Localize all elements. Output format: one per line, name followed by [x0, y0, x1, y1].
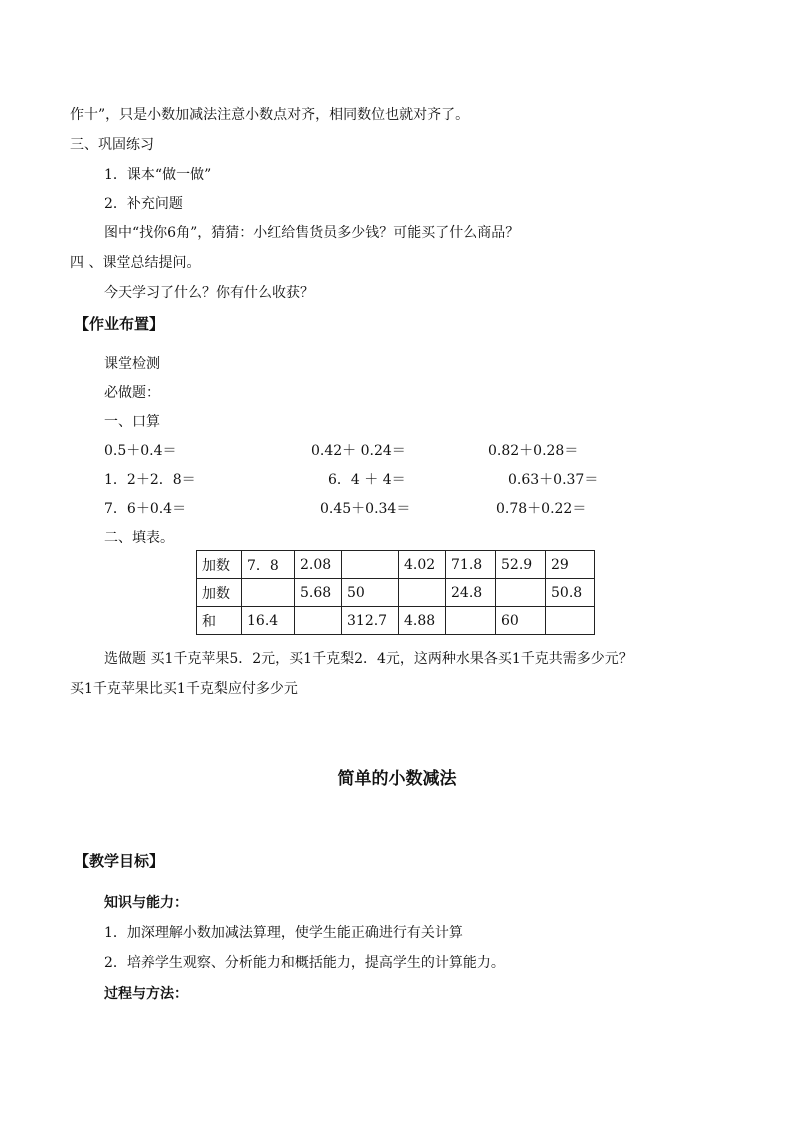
oral-item: 0.63＋0.37＝ [508, 472, 599, 488]
table-cell: 加数 [197, 551, 242, 579]
oral-item: 0.5＋0.4＝ [104, 443, 177, 459]
table-cell: 50.8 [546, 579, 595, 607]
table-cell [546, 607, 595, 635]
oral-item: 6．4 ＋ 4＝ [328, 472, 406, 488]
table-cell: 4.02 [399, 551, 446, 579]
table-cell: 16.4 [242, 607, 295, 635]
section-3-heading: 三、巩固练习 [70, 137, 154, 153]
oral-item: 0.42＋ 0.24＝ [311, 443, 406, 459]
oral-calc-heading: 一、口算 [104, 414, 160, 430]
table-cell [342, 551, 399, 579]
continued-text: 作十”，只是小数加减法注意小数点对齐，相同数位也就对齐了。 [70, 107, 470, 123]
table-cell: 4.88 [399, 607, 446, 635]
table-row [197, 551, 595, 579]
goal-item-2: 2．培养学生观察、分析能力和概括能力，提高学生的计算能力。 [104, 955, 505, 971]
oral-item: 0.78＋0.22＝ [496, 501, 587, 517]
table-cell: 71.8 [446, 551, 496, 579]
table-cell [295, 607, 342, 635]
elective-question-line1: 选做题 买1千克苹果5．2元，买1千克梨2．4元，这两种水果各买1千克共需多少元？ [104, 651, 633, 667]
lesson-title: 简单的小数减法 [337, 769, 457, 789]
table-row [197, 607, 595, 635]
practice-item-1: 1．课本“做一做” [104, 167, 212, 183]
table-cell: 和 [197, 607, 242, 635]
oral-item: 0.82＋0.28＝ [488, 443, 579, 459]
fill-in-table [196, 550, 595, 635]
table-cell: 5.68 [295, 579, 342, 607]
table-row [197, 579, 595, 607]
table-cell [496, 579, 546, 607]
summary-question: 今天学习了什么？你有什么收获？ [104, 285, 314, 301]
table-cell [242, 579, 295, 607]
table-cell: 24.8 [446, 579, 496, 607]
goals-heading: 【教学目标】 [74, 852, 165, 870]
table-cell: 加数 [197, 579, 242, 607]
section-4-heading: 四 、课堂总结提问。 [70, 255, 201, 271]
practice-item-2: 2．补充问题 [104, 196, 183, 212]
fill-table-heading: 二、填表。 [104, 530, 174, 546]
oral-item: 7．6＋0.4＝ [104, 501, 187, 517]
oral-item: 0.45＋0.34＝ [320, 501, 411, 517]
table-cell: 2.08 [295, 551, 342, 579]
supplement-question: 图中“找你6角”，猜猜：小红给售货员多少钱？可能买了什么商品？ [104, 225, 520, 241]
process-heading: 过程与方法： [104, 986, 188, 1002]
homework-heading: 【作业布置】 [74, 315, 165, 333]
goal-item-1: 1．加深理解小数加减法算理，使学生能正确进行有关计算 [104, 925, 463, 941]
elective-question-line2: 买1千克苹果比买1千克梨应付多少元 [70, 681, 298, 697]
table-cell [446, 607, 496, 635]
table-cell: 7．8 [242, 551, 295, 579]
oral-item: 1．2＋2．8＝ [104, 472, 196, 488]
table-cell: 60 [496, 607, 546, 635]
required-label: 必做题： [104, 385, 160, 401]
table-cell [399, 579, 446, 607]
table-cell: 52.9 [496, 551, 546, 579]
table-cell: 50 [342, 579, 399, 607]
class-check-label: 课堂检测 [104, 356, 160, 372]
table-cell: 29 [546, 551, 595, 579]
table-cell: 312.7 [342, 607, 399, 635]
knowledge-heading: 知识与能力： [104, 895, 188, 911]
